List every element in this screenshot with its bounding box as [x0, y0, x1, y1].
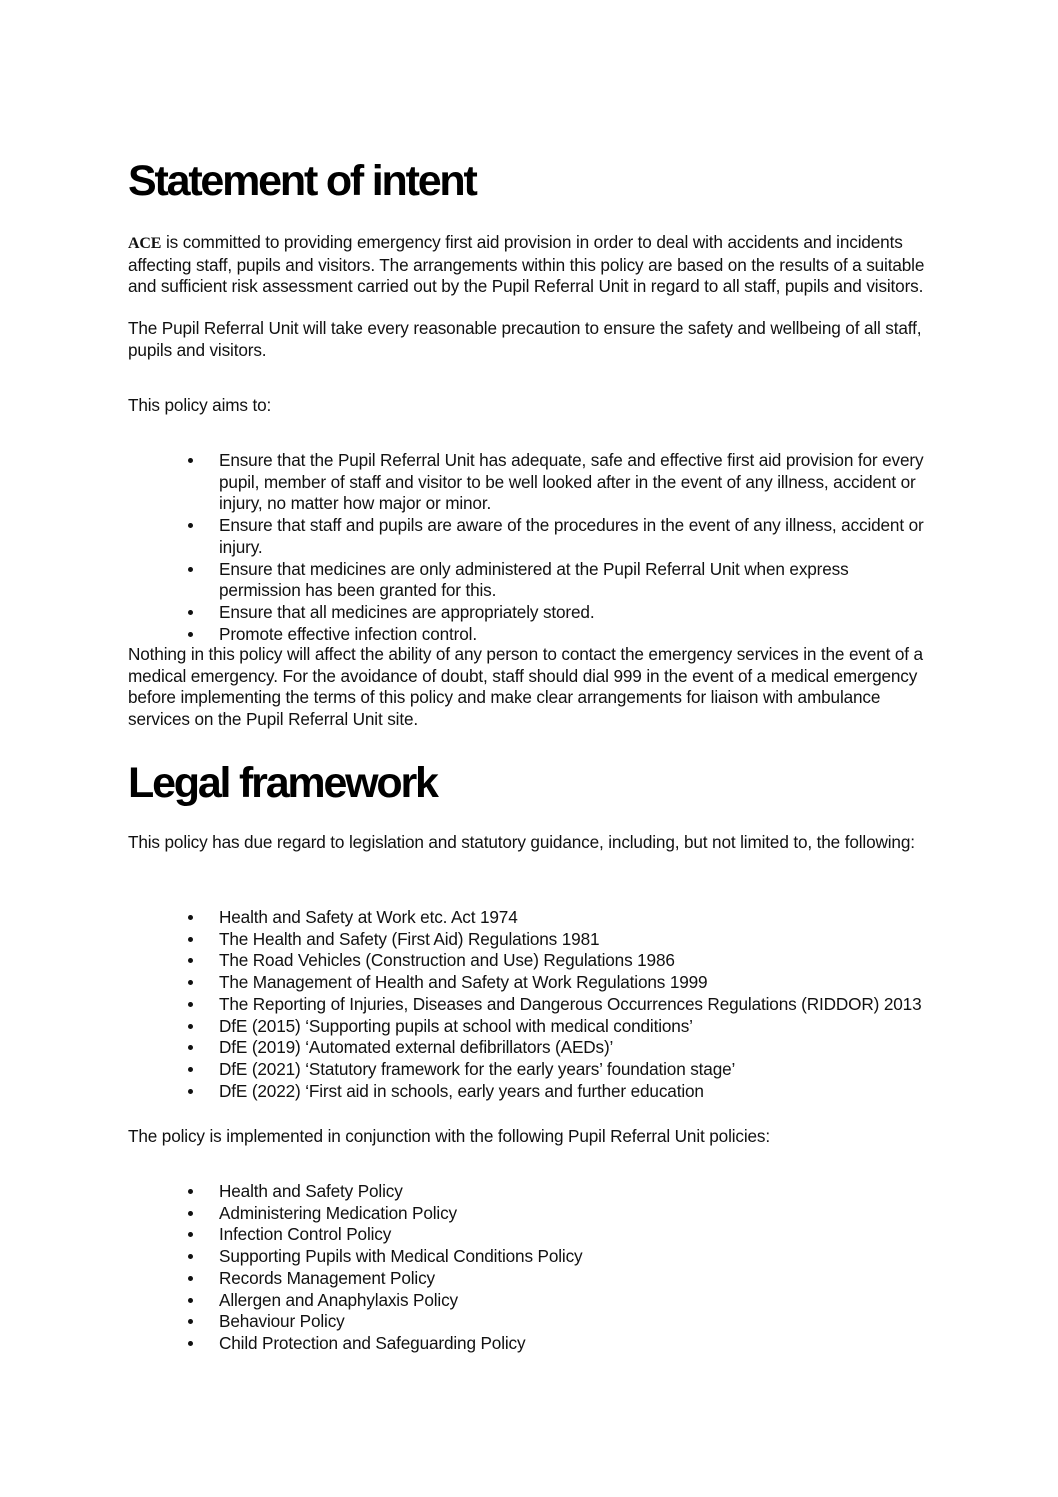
legislation-list-item: The Health and Safety (First Aid) Regulations 1981	[128, 929, 928, 951]
legislation-list-item: The Reporting of Injuries, Diseases and Dangerous Occurrences Regulations (RIDDOR) 2013	[128, 994, 928, 1016]
aims-list-item: Promote effective infection control.	[128, 624, 928, 646]
related-policy-item: Infection Control Policy	[128, 1224, 928, 1246]
aims-list	[128, 450, 928, 645]
aims-list-item: Ensure that staff and pupils are aware of the procedures in the event of any illness, accident or injury.	[128, 515, 928, 558]
related-policy-item: Health and Safety Policy	[128, 1181, 928, 1203]
policies-lead-text: The policy is implemented in conjunction with the following Pupil Referral Unit policies:	[128, 1126, 770, 1146]
bullet-icon	[188, 1045, 193, 1050]
statement-intro-text: is committed to providing emergency first aid provision in order to deal with accidents and incidents affecting staff, pupils and visitors. The arrangements within this policy are based on the results of a suitable and sufficient risk assessment carried out by the Pupil Referral Unit in regard to all staff, pupils and visitors.	[128, 232, 925, 297]
bullet-icon	[188, 1232, 193, 1237]
legal-intro-paragraph: This policy has due regard to legislation and statutory guidance, including, but not limited to, the following:	[128, 832, 915, 852]
heading-statement-of-intent: Statement of intent	[128, 157, 476, 205]
related-policy-item: Administering Medication Policy	[128, 1203, 928, 1225]
bullet-icon	[188, 1067, 193, 1072]
bullet-icon	[188, 1341, 193, 1346]
bullet-icon	[188, 1089, 193, 1094]
bullet-icon	[188, 1276, 193, 1281]
emergency-note-paragraph: Nothing in this policy will affect the ability of any person to contact the emergency services in the event of a medical emergency. For the avoidance of doubt, staff should dial 999 in the event of a medical emergency before implementing the terms of this policy and make clear arrangements for liaison with ambulance services on the Pupil Referral Unit site.	[128, 644, 923, 730]
statement-intro-paragraph	[128, 232, 928, 298]
related-policy-item: Records Management Policy	[128, 1268, 928, 1290]
bullet-icon	[188, 1024, 193, 1029]
aims-list-item: Ensure that the Pupil Referral Unit has adequate, safe and effective first aid provision for every pupil, member of staff and visitor to be well looked after in the event of any illness, accident or injury, no matter how major or minor.	[128, 450, 928, 515]
bullet-icon	[188, 1002, 193, 1007]
related-policy-item: Child Protection and Safeguarding Policy	[128, 1333, 928, 1355]
bullet-icon	[188, 937, 193, 942]
bullet-icon	[188, 632, 193, 637]
related-policy-item: Supporting Pupils with Medical Conditions Policy	[128, 1246, 928, 1268]
related-policies-list	[128, 1181, 928, 1355]
aims-list-item: Ensure that all medicines are appropriately stored.	[128, 602, 928, 624]
aims-list-item: Ensure that medicines are only administered at the Pupil Referral Unit when express permission has been granted for this.	[128, 559, 928, 602]
bullet-icon	[188, 458, 193, 463]
aims-lead-text: This policy aims to:	[128, 395, 272, 415]
heading-legal-framework: Legal framework	[128, 759, 437, 807]
bullet-icon	[188, 1254, 193, 1259]
precaution-paragraph: The Pupil Referral Unit will take every reasonable precaution to ensure the safety and wellbeing of all staff, pupils and visitors.	[128, 318, 922, 360]
bullet-icon	[188, 915, 193, 920]
bullet-icon	[188, 1319, 193, 1324]
legislation-list-item: DfE (2015) ‘Supporting pupils at school with medical conditions’	[128, 1016, 928, 1038]
related-policy-item: Allergen and Anaphylaxis Policy	[128, 1290, 928, 1312]
bullet-icon	[188, 523, 193, 528]
bullet-icon	[188, 610, 193, 615]
legislation-list-item: DfE (2019) ‘Automated external defibrillators (AEDs)’	[128, 1037, 928, 1059]
bullet-icon	[188, 1189, 193, 1194]
bullet-icon	[188, 1211, 193, 1216]
legislation-list	[128, 907, 928, 1102]
bullet-icon	[188, 1298, 193, 1303]
legislation-list-item: DfE (2022) ‘First aid in schools, early years and further education	[128, 1081, 928, 1103]
legislation-list-item: The Management of Health and Safety at Work Regulations 1999	[128, 972, 928, 994]
bullet-icon	[188, 980, 193, 985]
legislation-list-item: Health and Safety at Work etc. Act 1974	[128, 907, 928, 929]
legislation-list-item: DfE (2021) ‘Statutory framework for the early years’ foundation stage’	[128, 1059, 928, 1081]
bullet-icon	[188, 958, 193, 963]
related-policy-item: Behaviour Policy	[128, 1311, 928, 1333]
legislation-list-item: The Road Vehicles (Construction and Use) Regulations 1986	[128, 950, 928, 972]
bullet-icon	[188, 567, 193, 572]
organisation-name: ACE	[128, 235, 162, 252]
